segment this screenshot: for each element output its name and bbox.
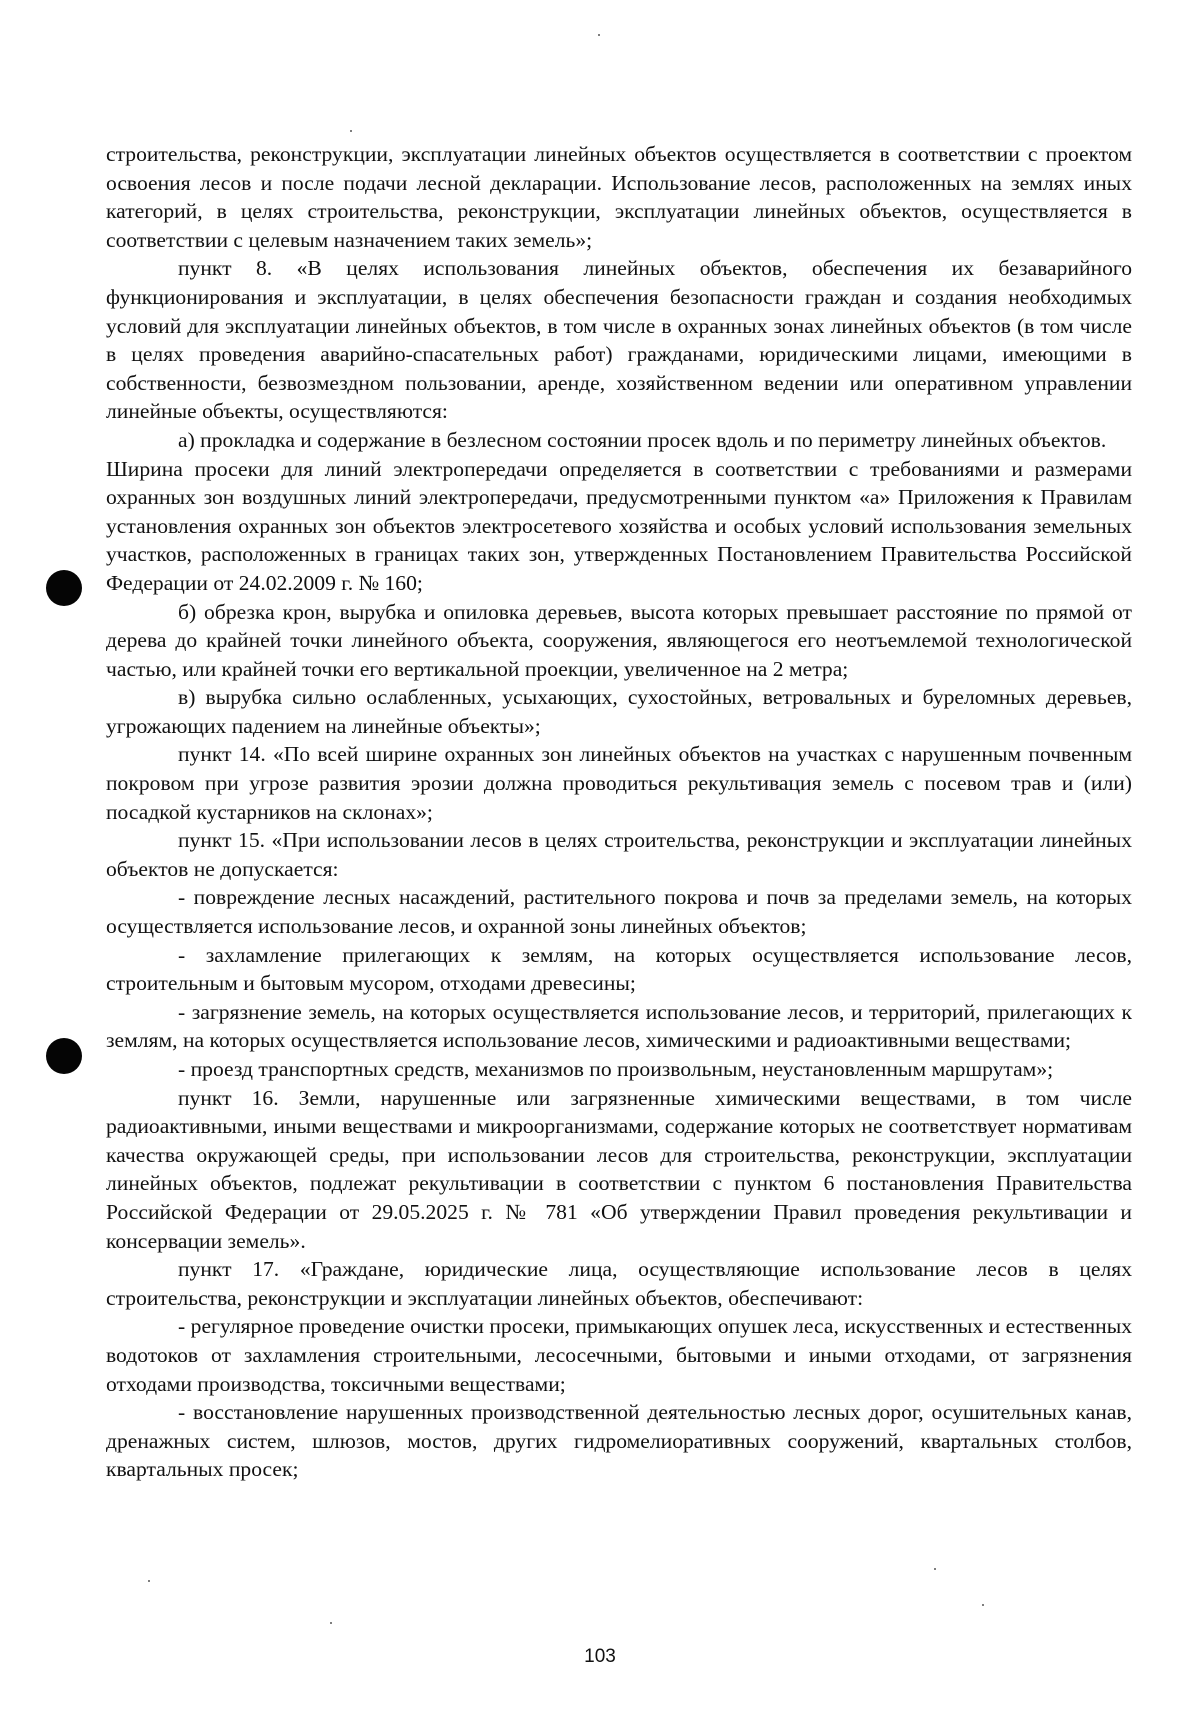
list-item-damage: - повреждение лесных насаждений, растительного покрова и почв за пределами земель, на которых осуществляется использование лесов, и охранной зоны линейных объектов; xyxy=(106,885,1132,939)
paragraph-item-15: пункт 15. «При использовании лесов в целях строительства, реконструкции и эксплуатации линейных объектов не допускается: xyxy=(106,828,1132,881)
punch-hole-bottom xyxy=(46,1038,82,1074)
paragraph-clearing-width: Ширина просеки для линий электропередачи определяется в соответствии с требованиями и размерами охранных зон воздушных линий электропередачи, предусмотренными пунктом «а» Приложения к Правилам установления охранных зон объектов электросетевого хозяйства и особых условий использования земельных участков, расположенных в границах таких зон, утвержденных Постановлением Правительства Российской Федерации от 24.02.2009 г. № 160; xyxy=(106,456,1132,595)
paragraph-item-14: пункт 14. «По всей ширине охранных зон линейных объектов на участках с нарушенным почвенным покровом при угрозе развития эрозии должна проводиться рекультивация земель с посевом трав и (или) посадкой кустарников на склонах»; xyxy=(106,742,1132,824)
list-item-cleaning: - регулярное проведение очистки просеки, примыкающих опушек леса, искусственных и естественных водотоков от захламления строительными, лесосечными, бытовыми и иными отходами, от загрязнения отходами производства, токсичными веществами; xyxy=(106,1314,1132,1396)
punch-hole-top xyxy=(46,570,82,606)
list-item-vehicles: - проезд транспортных средств, механизмов по произвольным, неустановленным маршрутам»; xyxy=(178,1057,1054,1081)
scan-speck xyxy=(350,130,352,132)
list-item-restoration: - восстановление нарушенных производственной деятельностью лесных дорог, осушительных канав, дренажных систем, шлюзов, мостов, других гидромелиоративных сооружений, квартальных столбов, квартальных просек; xyxy=(106,1400,1132,1482)
list-item-pollution: - загрязнение земель, на которых осуществляется использование лесов, и территорий, прилегающих к землям, на которых осуществляется использование лесов, химическими и радиоактивными веществами; xyxy=(106,999,1132,1053)
scan-speck xyxy=(598,34,600,36)
paragraph-item-16: пункт 16. Земли, нарушенные или загрязненные химическими веществами, в том числе радиоактивными, иными веществами и микроорганизмами, содержание которых не соответствует нормативам качества окружающей среды, при использовании лесов для строительства, реконструкции, эксплуатации линейных объектов, подлежат рекультивации в соответствии с пунктом 6 постановления Правительства Российской Федерации от 29.05.2025 г. № 781 «Об утверждении Правил проведения рекультивации и консервации земель». xyxy=(106,1085,1132,1253)
paragraph-subitem-b: б) обрезка крон, вырубка и опиловка деревьев, высота которых превышает расстояние по прямой от дерева до крайней точки линейного объекта, сооружения, являющегося его неотъемлемой технологической частью, или крайней точки его вертикальной проекции, увеличенное на 2 метра; xyxy=(106,599,1132,681)
paragraph-subitem-v: в) вырубка сильно ослабленных, усыхающих, сухостойных, ветровальных и буреломных деревьев, угрожающих падением на линейные объекты»; xyxy=(106,685,1132,738)
scan-speck xyxy=(330,1622,332,1624)
paragraph-item-17: пункт 17. «Граждане, юридические лица, осуществляющие использование лесов в целях строительства, реконструкции и эксплуатации линейных объектов, обеспечивают: xyxy=(106,1257,1132,1310)
paragraph-continuation: строительства, реконструкции, эксплуатации линейных объектов осуществляется в соответствии с проектом освоения лесов и после подачи лесной декларации. Использование лесов, расположенных на землях иных категорий, в целях строительства, реконструкции, эксплуатации линейных объектов, осуществляется в соответствии с целевым назначением таких земель»; xyxy=(106,142,1132,252)
page-number: 103 xyxy=(584,1646,616,1667)
paragraph-item-8: пункт 8. «В целях использования линейных объектов, обеспечения их безаварийного функционирования и эксплуатации, в целях обеспечения безопасности граждан и создания необходимых условий для эксплуатации линейных объектов, в том числе в охранных зонах линейных объектов (в том числе в целях проведения аварийно-спасательных работ) гражданами, юридическими лицами, имеющими в собственности, безвозмездном пользовании, аренде, хозяйственном ведении или оперативном управлении линейные объекты, осуществляются: xyxy=(106,256,1132,424)
scan-speck xyxy=(148,1580,150,1582)
paragraph-subitem-a: а) прокладка и содержание в безлесном состоянии просек вдоль и по периметру линейных объектов. xyxy=(178,427,1107,452)
document-body xyxy=(106,140,1132,1484)
scan-speck xyxy=(982,1604,984,1606)
scan-speck xyxy=(934,1568,936,1570)
list-item-littering: - захламление прилегающих к землям, на которых осуществляется использование лесов, строительным и бытовым мусором, отходами древесины; xyxy=(106,942,1132,996)
